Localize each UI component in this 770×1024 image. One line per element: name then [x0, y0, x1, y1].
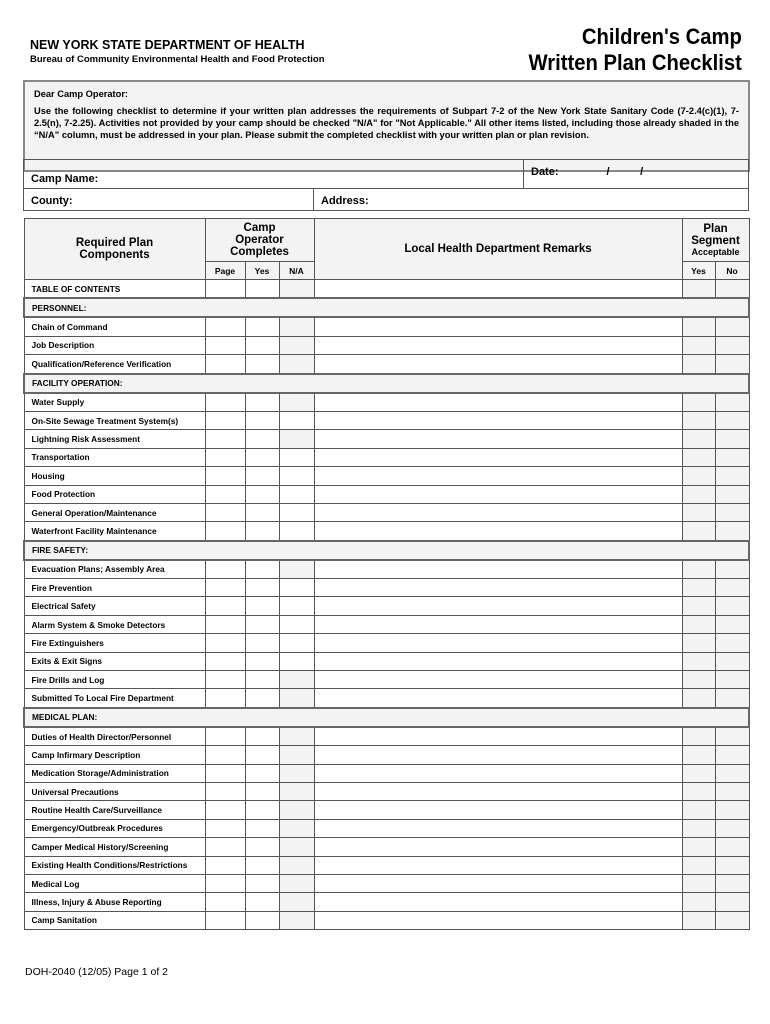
component-label: Camper Medical History/Screening	[24, 838, 205, 856]
page-cell[interactable]	[205, 503, 245, 521]
na-cell[interactable]	[279, 430, 314, 448]
segment-yes-cell[interactable]	[682, 819, 715, 837]
section-heading: FACILITY OPERATION:	[24, 374, 749, 393]
page-cell[interactable]	[205, 579, 245, 597]
table-row	[24, 485, 749, 503]
yes-cell[interactable]	[245, 782, 279, 800]
remarks-cell[interactable]	[314, 856, 682, 874]
section-row	[24, 298, 749, 317]
remarks-cell[interactable]	[314, 652, 682, 670]
table-row	[24, 634, 749, 652]
header-segment-text: Plan Segment	[691, 223, 740, 248]
yes-cell[interactable]	[245, 355, 279, 374]
component-label: Submitted To Local Fire Department	[24, 689, 205, 708]
remarks-cell[interactable]	[314, 522, 682, 541]
segment-no-cell[interactable]	[715, 689, 749, 708]
segment-yes-cell[interactable]	[682, 838, 715, 856]
agency-name: NEW YORK STATE DEPARTMENT OF HEALTH	[30, 38, 305, 52]
segment-yes-cell[interactable]	[682, 336, 715, 354]
remarks-cell[interactable]	[314, 893, 682, 911]
component-label: Alarm System & Smoke Detectors	[24, 615, 205, 633]
segment-yes-cell[interactable]	[682, 579, 715, 597]
remarks-cell[interactable]	[314, 764, 682, 782]
form-title	[529, 24, 742, 76]
table-row	[24, 615, 749, 633]
table-row	[24, 782, 749, 800]
remarks-cell[interactable]	[314, 579, 682, 597]
segment-yes-cell[interactable]	[682, 801, 715, 819]
page-cell[interactable]	[205, 393, 245, 412]
yes-cell[interactable]	[245, 746, 279, 764]
segment-no-cell[interactable]	[715, 485, 749, 503]
page-cell[interactable]	[205, 727, 245, 746]
na-cell[interactable]	[279, 689, 314, 708]
county-field[interactable]	[24, 189, 314, 210]
table-row	[24, 911, 749, 929]
page-cell[interactable]	[205, 430, 245, 448]
section-heading: MEDICAL PLAN:	[24, 708, 749, 727]
na-cell[interactable]	[279, 280, 314, 299]
yes-cell[interactable]	[245, 652, 279, 670]
remarks-cell[interactable]	[314, 819, 682, 837]
page-cell[interactable]	[205, 911, 245, 929]
remarks-cell[interactable]	[314, 411, 682, 429]
segment-no-cell[interactable]	[715, 874, 749, 892]
segment-yes-cell[interactable]	[682, 652, 715, 670]
component-label: Camp Infirmary Description	[24, 746, 205, 764]
remarks-cell[interactable]	[314, 336, 682, 354]
segment-no-cell[interactable]	[715, 615, 749, 633]
component-label: Emergency/Outbreak Procedures	[24, 819, 205, 837]
na-cell[interactable]	[279, 782, 314, 800]
salutation: Dear Camp Operator:	[34, 89, 129, 99]
date-label: Date:	[531, 166, 559, 178]
segment-yes-cell[interactable]	[682, 503, 715, 521]
header-components	[24, 219, 205, 280]
table-row	[24, 746, 749, 764]
remarks-cell[interactable]	[314, 503, 682, 521]
component-label: Chain of Command	[24, 317, 205, 336]
header-segment	[682, 219, 749, 262]
na-cell[interactable]	[279, 652, 314, 670]
yes-cell[interactable]	[245, 615, 279, 633]
segment-yes-cell[interactable]	[682, 280, 715, 299]
segment-no-cell[interactable]	[715, 503, 749, 521]
remarks-cell[interactable]	[314, 448, 682, 466]
remarks-cell[interactable]	[314, 911, 682, 929]
component-label: Fire Drills and Log	[24, 671, 205, 689]
na-cell[interactable]	[279, 393, 314, 412]
segment-no-cell[interactable]	[715, 336, 749, 354]
page-cell[interactable]	[205, 671, 245, 689]
page-cell[interactable]	[205, 782, 245, 800]
component-label: Existing Health Conditions/Restrictions	[24, 856, 205, 874]
title-line-2: Written Plan Checklist	[528, 50, 742, 75]
page-cell[interactable]	[205, 522, 245, 541]
yes-cell[interactable]	[245, 317, 279, 336]
component-label: Universal Precautions	[24, 782, 205, 800]
page-cell[interactable]	[205, 874, 245, 892]
segment-yes-cell[interactable]	[682, 727, 715, 746]
remarks-cell[interactable]	[314, 280, 682, 299]
remarks-cell[interactable]	[314, 689, 682, 708]
remarks-cell[interactable]	[314, 801, 682, 819]
component-label: Medical Log	[24, 874, 205, 892]
segment-yes-cell[interactable]	[682, 671, 715, 689]
segment-no-cell[interactable]	[715, 393, 749, 412]
segment-yes-cell[interactable]	[682, 689, 715, 708]
component-label: Routine Health Care/Surveillance	[24, 801, 205, 819]
yes-cell[interactable]	[245, 689, 279, 708]
segment-yes-cell[interactable]	[682, 355, 715, 374]
segment-yes-cell[interactable]	[682, 467, 715, 485]
instructions-text: Use the following checklist to determine if your written plan addresses the requirements of Subpart 7-2 of the New York State Sanitary Code (7-2.4(c)(1), 7-2.5(n), 7-2.25). Activities not provided by your camp should be checked "N/A" for "Not Applicable." All other items listed, including those already shaded in the “N/A” column, must be addressed in your plan. Please submit the completed checklist with your written plan or plan revision.	[34, 106, 739, 140]
table-row	[24, 874, 749, 892]
remarks-cell[interactable]	[314, 782, 682, 800]
page-cell[interactable]	[205, 634, 245, 652]
table-row	[24, 560, 749, 579]
segment-yes-cell[interactable]	[682, 430, 715, 448]
form-footer: DOH-2040 (12/05) Page 1 of 2	[25, 966, 169, 978]
header-na: N/A	[279, 262, 314, 280]
header-page: Page	[205, 262, 245, 280]
segment-no-cell[interactable]	[715, 355, 749, 374]
na-cell[interactable]	[279, 671, 314, 689]
date-separators: / /	[606, 166, 644, 178]
segment-no-cell[interactable]	[715, 448, 749, 466]
table-row	[24, 522, 749, 541]
page-cell[interactable]	[205, 801, 245, 819]
component-label: Fire Extinguishers	[24, 634, 205, 652]
table-row	[24, 355, 749, 374]
page-cell[interactable]	[205, 689, 245, 708]
na-cell[interactable]	[279, 579, 314, 597]
component-label: Transportation	[24, 448, 205, 466]
segment-yes-cell[interactable]	[682, 560, 715, 579]
segment-yes-cell[interactable]	[682, 782, 715, 800]
segment-yes-cell[interactable]	[682, 485, 715, 503]
segment-yes-cell[interactable]	[682, 448, 715, 466]
table-row	[24, 430, 749, 448]
yes-cell[interactable]	[245, 838, 279, 856]
na-cell[interactable]	[279, 485, 314, 503]
table-row	[24, 336, 749, 354]
yes-cell[interactable]	[245, 671, 279, 689]
table-row	[24, 819, 749, 837]
yes-cell[interactable]	[245, 764, 279, 782]
segment-no-cell[interactable]	[715, 801, 749, 819]
segment-no-cell[interactable]	[715, 856, 749, 874]
table-row	[24, 579, 749, 597]
segment-no-cell[interactable]	[715, 911, 749, 929]
segment-no-cell[interactable]	[715, 430, 749, 448]
section-heading: FIRE SAFETY:	[24, 541, 749, 560]
section-heading: PERSONNEL:	[24, 298, 749, 317]
segment-yes-cell[interactable]	[682, 856, 715, 874]
table-row	[24, 503, 749, 521]
component-label: Qualification/Reference Verification	[24, 355, 205, 374]
page-cell[interactable]	[205, 355, 245, 374]
bureau-name: Bureau of Community Environmental Health and Food Protection	[30, 54, 325, 65]
segment-no-cell[interactable]	[715, 411, 749, 429]
table-row	[24, 652, 749, 670]
table-row	[24, 411, 749, 429]
table-row	[24, 597, 749, 615]
segment-yes-cell[interactable]	[682, 393, 715, 412]
segment-yes-cell[interactable]	[682, 911, 715, 929]
na-cell[interactable]	[279, 467, 314, 485]
page-cell[interactable]	[205, 856, 245, 874]
na-cell[interactable]	[279, 522, 314, 541]
na-cell[interactable]	[279, 746, 314, 764]
page-cell[interactable]	[205, 597, 245, 615]
page-cell[interactable]	[205, 652, 245, 670]
page-cell[interactable]	[205, 411, 245, 429]
segment-no-cell[interactable]	[715, 579, 749, 597]
remarks-cell[interactable]	[314, 671, 682, 689]
segment-no-cell[interactable]	[715, 634, 749, 652]
table-row	[24, 467, 749, 485]
component-label: Fire Prevention	[24, 579, 205, 597]
table-row	[24, 280, 749, 299]
remarks-cell[interactable]	[314, 430, 682, 448]
remarks-cell[interactable]	[314, 485, 682, 503]
title-line-1: Children's Camp	[581, 24, 742, 49]
component-label: Medication Storage/Administration	[24, 764, 205, 782]
yes-cell[interactable]	[245, 503, 279, 521]
segment-no-cell[interactable]	[715, 280, 749, 299]
yes-cell[interactable]	[245, 874, 279, 892]
yes-cell[interactable]	[245, 801, 279, 819]
remarks-cell[interactable]	[314, 615, 682, 633]
na-cell[interactable]	[279, 634, 314, 652]
segment-no-cell[interactable]	[715, 893, 749, 911]
na-cell[interactable]	[279, 355, 314, 374]
yes-cell[interactable]	[245, 448, 279, 466]
segment-no-cell[interactable]	[715, 782, 749, 800]
page-cell[interactable]	[205, 448, 245, 466]
na-cell[interactable]	[279, 615, 314, 633]
component-label: Job Description	[24, 336, 205, 354]
na-cell[interactable]	[279, 411, 314, 429]
section-row	[24, 708, 749, 727]
header-yes: Yes	[245, 262, 279, 280]
camp-name-label: Camp Name:	[31, 173, 99, 185]
yes-cell[interactable]	[245, 560, 279, 579]
component-label: On-Site Sewage Treatment System(s)	[24, 411, 205, 429]
component-label: Housing	[24, 467, 205, 485]
remarks-cell[interactable]	[314, 597, 682, 615]
yes-cell[interactable]	[245, 634, 279, 652]
na-cell[interactable]	[279, 448, 314, 466]
segment-no-cell[interactable]	[715, 727, 749, 746]
segment-no-cell[interactable]	[715, 317, 749, 336]
table-row	[24, 727, 749, 746]
segment-yes-cell[interactable]	[682, 615, 715, 633]
segment-yes-cell[interactable]	[682, 317, 715, 336]
yes-cell[interactable]	[245, 727, 279, 746]
page-cell[interactable]	[205, 838, 245, 856]
county-label: County:	[31, 195, 73, 207]
remarks-cell[interactable]	[314, 634, 682, 652]
na-cell[interactable]	[279, 503, 314, 521]
section-row	[24, 374, 749, 393]
component-label: TABLE OF CONTENTS	[24, 280, 205, 299]
yes-cell[interactable]	[245, 430, 279, 448]
yes-cell[interactable]	[245, 597, 279, 615]
component-label: Water Supply	[24, 393, 205, 412]
yes-cell[interactable]	[245, 485, 279, 503]
na-cell[interactable]	[279, 336, 314, 354]
na-cell[interactable]	[279, 911, 314, 929]
yes-cell[interactable]	[245, 280, 279, 299]
date-field[interactable]	[524, 160, 650, 188]
component-label: Duties of Health Director/Personnel	[24, 727, 205, 746]
page-cell[interactable]	[205, 467, 245, 485]
address-field[interactable]	[314, 189, 376, 210]
component-label: Lightning Risk Assessment	[24, 430, 205, 448]
na-cell[interactable]	[279, 856, 314, 874]
table-row	[24, 393, 749, 412]
component-label: Evacuation Plans; Assembly Area	[24, 560, 205, 579]
segment-yes-cell[interactable]	[682, 522, 715, 541]
header-segment-no: No	[715, 262, 749, 280]
segment-no-cell[interactable]	[715, 560, 749, 579]
segment-yes-cell[interactable]	[682, 411, 715, 429]
segment-no-cell[interactable]	[715, 467, 749, 485]
section-row	[24, 541, 749, 560]
remarks-cell[interactable]	[314, 317, 682, 336]
segment-yes-cell[interactable]	[682, 893, 715, 911]
page-cell[interactable]	[205, 819, 245, 837]
segment-yes-cell[interactable]	[682, 634, 715, 652]
table-row	[24, 856, 749, 874]
remarks-cell[interactable]	[314, 393, 682, 412]
segment-no-cell[interactable]	[715, 819, 749, 837]
table-row	[24, 801, 749, 819]
segment-no-cell[interactable]	[715, 838, 749, 856]
remarks-cell[interactable]	[314, 467, 682, 485]
remarks-cell[interactable]	[314, 727, 682, 746]
camp-name-field[interactable]	[24, 160, 524, 188]
camp-info	[23, 159, 749, 211]
page-cell[interactable]	[205, 280, 245, 299]
table-row	[24, 838, 749, 856]
yes-cell[interactable]	[245, 411, 279, 429]
page-cell[interactable]	[205, 485, 245, 503]
yes-cell[interactable]	[245, 336, 279, 354]
yes-cell[interactable]	[245, 893, 279, 911]
header-segment-yes: Yes	[682, 262, 715, 280]
page-cell[interactable]	[205, 336, 245, 354]
header-operator	[205, 219, 314, 262]
page-cell[interactable]	[205, 764, 245, 782]
segment-no-cell[interactable]	[715, 764, 749, 782]
yes-cell[interactable]	[245, 393, 279, 412]
table-row	[24, 689, 749, 708]
yes-cell[interactable]	[245, 522, 279, 541]
table-row	[24, 671, 749, 689]
page-cell[interactable]	[205, 560, 245, 579]
na-cell[interactable]	[279, 874, 314, 892]
na-cell[interactable]	[279, 838, 314, 856]
yes-cell[interactable]	[245, 819, 279, 837]
header-operator-text: Camp Operator Completes	[230, 222, 289, 259]
na-cell[interactable]	[279, 560, 314, 579]
na-cell[interactable]	[279, 764, 314, 782]
na-cell[interactable]	[279, 893, 314, 911]
component-label: Exits & Exit Signs	[24, 652, 205, 670]
segment-no-cell[interactable]	[715, 522, 749, 541]
component-label: Camp Sanitation	[24, 911, 205, 929]
checklist-table	[23, 218, 750, 930]
segment-yes-cell[interactable]	[682, 746, 715, 764]
yes-cell[interactable]	[245, 579, 279, 597]
page-cell[interactable]	[205, 317, 245, 336]
table-row	[24, 764, 749, 782]
na-cell[interactable]	[279, 727, 314, 746]
na-cell[interactable]	[279, 597, 314, 615]
table-row	[24, 448, 749, 466]
remarks-cell[interactable]	[314, 838, 682, 856]
page-cell[interactable]	[205, 893, 245, 911]
segment-yes-cell[interactable]	[682, 874, 715, 892]
header-components-text: Required Plan Components	[75, 237, 154, 261]
na-cell[interactable]	[279, 317, 314, 336]
na-cell[interactable]	[279, 801, 314, 819]
yes-cell[interactable]	[245, 911, 279, 929]
remarks-cell[interactable]	[314, 355, 682, 374]
table-row	[24, 893, 749, 911]
segment-no-cell[interactable]	[715, 746, 749, 764]
component-label: Food Protection	[24, 485, 205, 503]
address-label: Address:	[321, 195, 369, 207]
header-segment-sub: Acceptable	[691, 247, 740, 258]
segment-yes-cell[interactable]	[682, 764, 715, 782]
component-label: General Operation/Maintenance	[24, 503, 205, 521]
segment-yes-cell[interactable]	[682, 597, 715, 615]
yes-cell[interactable]	[245, 856, 279, 874]
header-remarks: Local Health Department Remarks	[314, 219, 682, 280]
remarks-cell[interactable]	[314, 560, 682, 579]
na-cell[interactable]	[279, 819, 314, 837]
page-cell[interactable]	[205, 615, 245, 633]
segment-no-cell[interactable]	[715, 671, 749, 689]
page-cell[interactable]	[205, 746, 245, 764]
component-label: Waterfront Facility Maintenance	[24, 522, 205, 541]
yes-cell[interactable]	[245, 467, 279, 485]
segment-no-cell[interactable]	[715, 597, 749, 615]
component-label: Illness, Injury & Abuse Reporting	[24, 893, 205, 911]
segment-no-cell[interactable]	[715, 652, 749, 670]
remarks-cell[interactable]	[314, 746, 682, 764]
remarks-cell[interactable]	[314, 874, 682, 892]
component-label: Electrical Safety	[24, 597, 205, 615]
table-row	[24, 317, 749, 336]
